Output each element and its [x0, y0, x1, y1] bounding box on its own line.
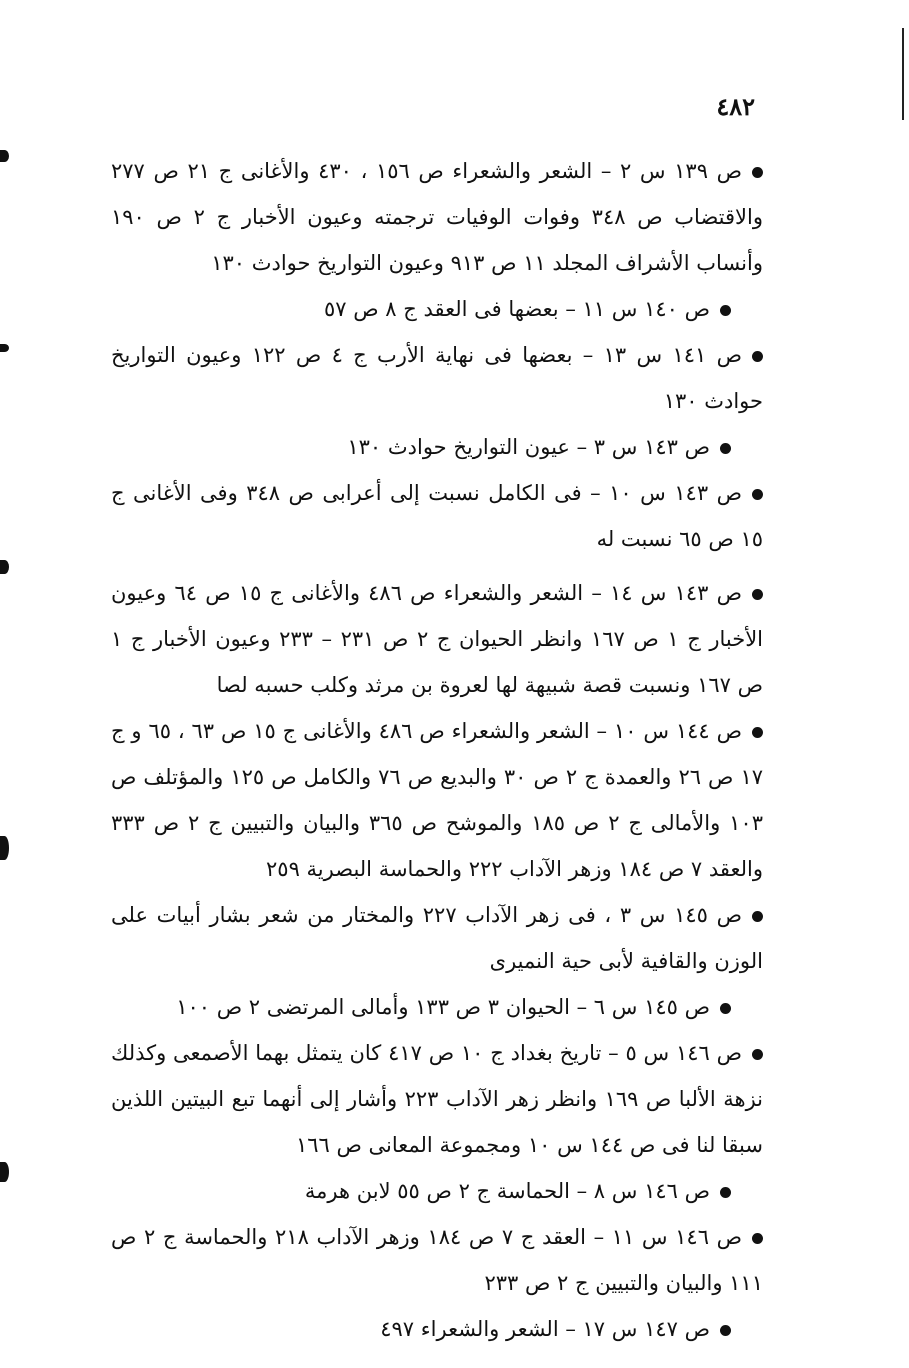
reference-entry — [111, 984, 763, 1030]
bullet-icon — [720, 1325, 731, 1336]
bullet-icon — [752, 911, 763, 922]
reference-text: ص ١٣٩ س ٢ – الشعر والشعراء ص ١٥٦ ، ٤٣٠ والأغانى ج ٢١ ص ٢٧٧ والاقتضاب ص ٣٤٨ وفوات الوفيات ترجمته وعيون الأخبار ج ٢ ص ١٩٠ وأنساب الأشراف المجلد ١١ ص ٩١٣ وعيون التواريخ حوادث ١٣٠ — [111, 159, 763, 275]
edge-mark — [0, 836, 9, 860]
reference-text: ص ١٤٥ س ٦ – الحيوان ٣ ص ١٣٣ وأمالى المرتضى ٢ ص ١٠٠ — [176, 995, 710, 1019]
bullet-icon — [752, 167, 763, 178]
bullet-icon — [720, 443, 731, 454]
reference-entry — [111, 470, 763, 562]
reference-entry — [111, 332, 763, 424]
bullet-icon — [752, 727, 763, 738]
reference-text: ص ١٤٥ س ٣ ، فى زهر الآداب ٢٢٧ والمختار من شعر بشار أبيات على الوزن والقافية لأبى حية النميرى — [111, 903, 763, 973]
reference-text: ص ١٤٣ س ٣ – عيون التواريخ حوادث ١٣٠ — [347, 435, 710, 459]
edge-mark — [0, 344, 9, 352]
reference-text: ص ١٤٣ س ١٠ – فى الكامل نسبت إلى أعرابى ص ٣٤٨ وفى الأغانى ج ١٥ ص ٦٥ نسبت له — [111, 481, 763, 551]
bullet-icon — [752, 589, 763, 600]
reference-entry — [111, 1030, 763, 1168]
reference-text: ص ١٤٧ س ١٧ – الشعر والشعراء ٤٩٧ — [380, 1317, 710, 1341]
gutter-line — [902, 28, 904, 120]
reference-entry — [111, 708, 763, 892]
reference-text: ص ١٤٦ س ٨ – الحماسة ج ٢ ص ٥٥ لابن هرمة — [304, 1179, 710, 1203]
reference-entry — [111, 1214, 763, 1306]
bullet-icon — [752, 1233, 763, 1244]
reference-entry — [111, 286, 763, 332]
reference-entry — [111, 1306, 763, 1352]
spacer — [111, 562, 763, 570]
edge-mark — [0, 1162, 9, 1182]
edge-mark — [0, 560, 9, 574]
reference-text: ص ١٤٠ س ١١ – بعضها فى العقد ج ٨ ص ٥٧ — [323, 297, 710, 321]
page-number: ٤٨٢ — [716, 92, 755, 121]
reference-entry — [111, 148, 763, 286]
reference-entry — [111, 570, 763, 708]
bullet-icon — [752, 351, 763, 362]
edge-mark — [0, 150, 9, 162]
reference-text: ص ١٤٣ س ١٤ – الشعر والشعراء ص ٤٨٦ والأغانى ج ١٥ ص ٦٤ وعيون الأخبار ج ١ ص ١٦٧ وانظر الحيوان ج ٢ ص ٢٣١ – ٢٣٣ وعيون الأخبار ج ١ ص ١٦٧ ونسبت قصة شبيهة لها لعروة بن مرثد وكلب حسبه لصا — [111, 581, 764, 697]
reference-text: ص ١٤١ س ١٣ – بعضها فى نهاية الأرب ج ٤ ص ١٢٢ وعيون التواريخ حوادث ١٣٠ — [111, 343, 763, 413]
bullet-icon — [720, 1003, 731, 1014]
reference-entry — [111, 1168, 763, 1214]
bullet-icon — [720, 1187, 731, 1198]
bullet-icon — [752, 1049, 763, 1060]
references-list — [111, 148, 763, 1352]
reference-entry — [111, 424, 763, 470]
reference-text: ص ١٤٦ س ١١ – العقد ج ٧ ص ١٨٤ وزهر الآداب ٢١٨ والحماسة ج ٢ ص ١١١ والبيان والتبيين ج ٢ ص ٢٣٣ — [111, 1225, 763, 1295]
reference-text: ص ١٤٤ س ١٠ – الشعر والشعراء ص ٤٨٦ والأغانى ج ١٥ ص ٦٣ ، ٦٥ و ج ١٧ ص ٢٦ والعمدة ج ٢ ص ٣٠ والبديع ص ٧٦ والكامل ص ١٢٥ والمؤتلف ص ١٠٣ والأمالى ج ٢ ص ١٨٥ والموشح ص ٣٦٥ والبيان والتبيين ج ٢ ص ٣٣٣ والعقد ٧ ص ١٨٤ وزهر الآداب ٢٢٢ والحماسة البصرية ٢٥٩ — [111, 719, 763, 881]
bullet-icon — [720, 305, 731, 316]
bullet-icon — [752, 489, 763, 500]
reference-text: ص ١٤٦ س ٥ – تاريخ بغداد ج ١٠ ص ٤١٧ كان يتمثل بهما الأصمعى وكذلك نزهة الألبا ص ١٦٩ وانظر زهر الآداب ٢٢٣ وأشار إلى أنهما تبع البيتين اللذين سبقا لنا فى ص ١٤٤ س ١٠ ومجموعة المعانى ص ١٦٦ — [111, 1041, 764, 1157]
reference-entry — [111, 892, 763, 984]
